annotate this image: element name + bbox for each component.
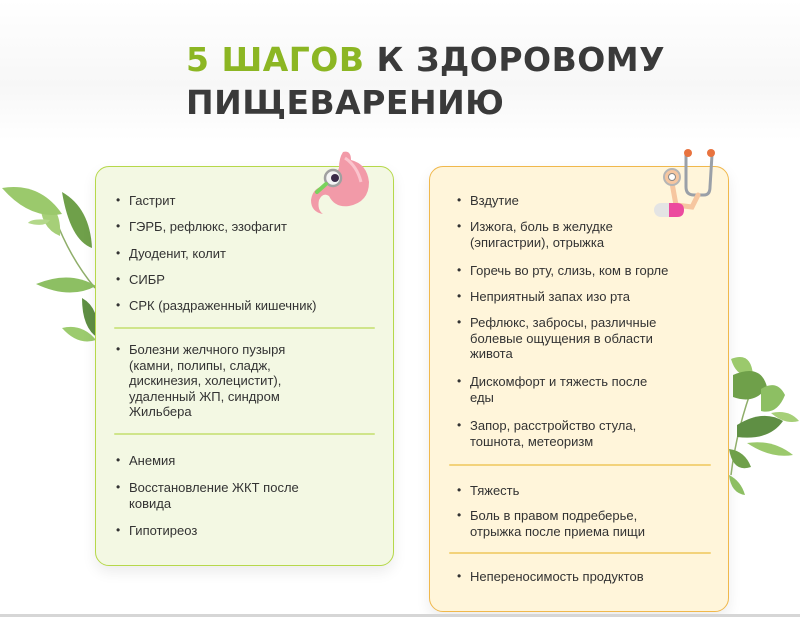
list-item: • Рефлюкс, забросы, различные болевые ощущения в области живота [457, 315, 657, 361]
title-line2: ПИЩЕВАРЕНИЮ [186, 83, 505, 122]
list-item: • Восстановление ЖКТ после ковида [116, 480, 299, 511]
list-item: • Гастрит [116, 193, 176, 208]
list-item: • Запор, расстройство стула, тошнота, метеоризм [457, 418, 637, 449]
title-line1: К ЗДОРОВОМУ [364, 40, 666, 79]
list-item: • СРК (раздраженный кишечник) [116, 298, 317, 313]
list-item: • Изжога, боль в желудке (эпигастрии), отрыжка [457, 219, 613, 250]
leaf-branch-icon [0, 178, 100, 348]
leaf-branch-icon [727, 345, 800, 495]
list-item: • Вздутие [457, 193, 519, 208]
symptoms-card [429, 166, 729, 612]
conditions-card [95, 166, 394, 566]
title-accent: 5 ШАГОВ [186, 40, 365, 79]
list-item: • Боль в правом подреберье, отрыжка после приема пищи [457, 508, 645, 539]
list-item: • ГЭРБ, рефлюкс, эзофагит [116, 219, 287, 234]
list-item: • Непереносимость продуктов [457, 569, 644, 584]
list-item: • Дискомфорт и тяжесть после еды [457, 374, 648, 405]
list-item: • Гипотиреоз [116, 523, 198, 538]
list-item: • Горечь во рту, слизь, ком в горле [457, 263, 669, 278]
page-title [186, 38, 665, 124]
list-item: • СИБР [116, 272, 165, 287]
stomach-magnifier-icon [305, 148, 375, 218]
list-item: • Дуоденит, колит [116, 246, 226, 261]
divider [114, 327, 375, 329]
list-item: • Неприятный запах изо рта [457, 289, 631, 304]
list-item: • Анемия [116, 453, 176, 468]
divider [449, 552, 711, 554]
list-item: • Болезни желчного пузыря (камни, полипы, сладж, дискинезия, холецистит), удаленный ЖП, синдром Жильбера [116, 342, 286, 419]
list-item: • Тяжесть [457, 483, 520, 498]
divider [449, 464, 711, 466]
stethoscope-pill-icon [648, 143, 728, 223]
divider [114, 433, 375, 435]
